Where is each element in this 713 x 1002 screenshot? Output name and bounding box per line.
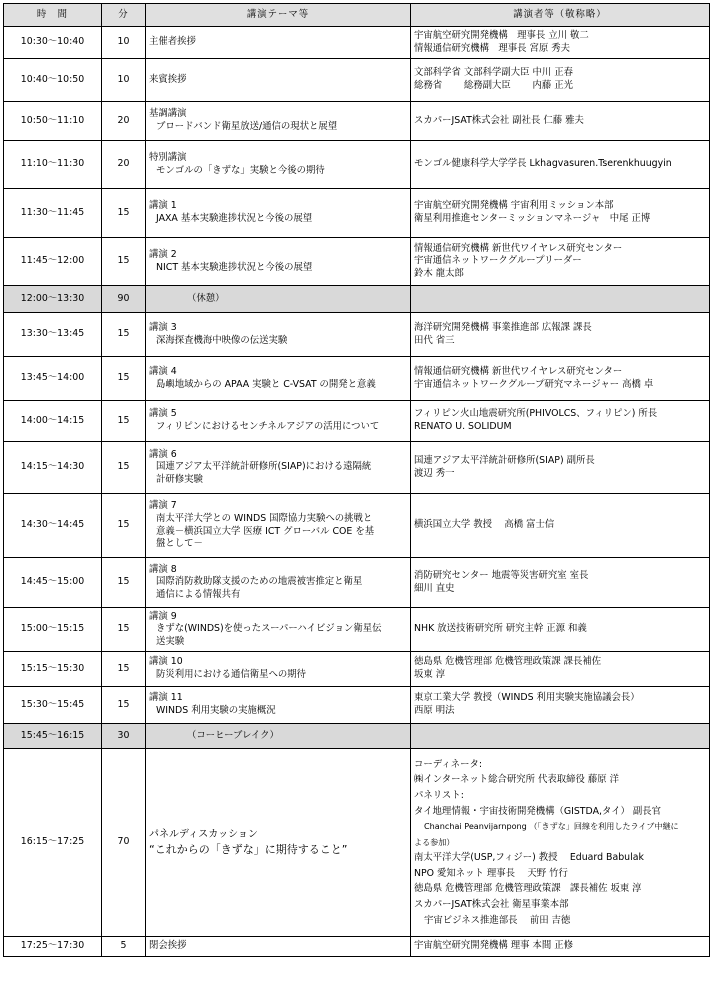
- table-row: [4, 442, 710, 494]
- speaker-line: コーディネータ:: [414, 758, 483, 770]
- speaker-line: 徳島県 危機管理部 危機管理政策課 課長補佐: [414, 656, 602, 668]
- time-cell: 14:30～14:45: [4, 494, 102, 558]
- time-cell: 14:15～14:30: [4, 442, 102, 494]
- minutes-cell: 15: [102, 189, 146, 238]
- speaker-line: 文部科学省 文部科学副大臣 中川 正春: [414, 67, 573, 79]
- speaker-line: 徳島県 危機管理部 危機管理政策課 課長補佐 坂東 淳: [414, 883, 642, 895]
- topic-title: ブロードバンド衛星放送/通信の現状と展望: [156, 121, 338, 132]
- speaker-line: 渡辺 秀一: [414, 467, 455, 479]
- minutes-cell: 90: [102, 286, 146, 313]
- table-row: [4, 27, 710, 59]
- minutes-cell: 30: [102, 724, 146, 749]
- time-cell: 10:30～10:40: [4, 27, 102, 59]
- speaker-line: RENATO U. SOLIDUM: [414, 421, 512, 432]
- speaker-line: スカパーJSAT株式会社 衛星事業本部: [414, 899, 569, 911]
- speaker-line: 南太平洋大学(USP,フィジー) 教授 Eduard Babulak: [414, 852, 644, 864]
- topic-cell: [146, 357, 411, 401]
- topic-label: 講演 9: [149, 610, 177, 622]
- topic-title: 計研修実験: [156, 473, 203, 485]
- break-row: [4, 724, 710, 749]
- minutes-cell: 15: [102, 313, 146, 357]
- speaker-line: 東京工業大学 教授（WINDS 利用実験実施協議会長）: [414, 692, 640, 704]
- topic-line: 閉会挨拶: [149, 940, 187, 952]
- table-row: [4, 494, 710, 558]
- break-row: [4, 286, 710, 313]
- header-time: 時 間: [4, 4, 102, 27]
- topic-cell: [146, 724, 411, 749]
- speaker-line: NPO 愛知ネット 理事長 天野 竹行: [414, 867, 568, 879]
- speaker-cell: [411, 27, 710, 59]
- topic-label: 講演 1: [149, 200, 177, 212]
- time-cell: 12:00～13:30: [4, 286, 102, 313]
- speaker-line: 情報通信研究機構 新世代ワイヤレス研究センター: [414, 365, 623, 377]
- minutes-cell: 20: [102, 102, 146, 141]
- topic-label: 講演 5: [149, 408, 177, 420]
- speaker-line: NHK 放送技術研究所 研究主幹 正源 和義: [414, 623, 587, 635]
- table-row: [4, 313, 710, 357]
- speaker-cell: [411, 608, 710, 652]
- speaker-cell: [411, 724, 710, 749]
- topic-title: NICT 基本実験進捗状況と今後の展望: [156, 261, 313, 273]
- speaker-line: 宇宙ビジネス推進部長 前田 吉徳: [424, 914, 571, 926]
- topic-title: 島嶼地域からの APAA 実験と C-VSAT の開発と意義: [156, 378, 376, 390]
- topic-title: モンゴルの「きずな」実験と今後の期待: [156, 164, 325, 176]
- speaker-line: 細川 直史: [414, 582, 455, 594]
- time-cell: 15:45～16:15: [4, 724, 102, 749]
- break-label: （休憩）: [187, 292, 225, 304]
- speaker-cell: [411, 141, 710, 189]
- table-row: [4, 357, 710, 401]
- topic-cell: [146, 313, 411, 357]
- speaker-line: 西原 明法: [414, 705, 455, 716]
- topic-cell: [146, 494, 411, 558]
- minutes-cell: 15: [102, 401, 146, 442]
- speaker-cell: [411, 313, 710, 357]
- minutes-cell: 15: [102, 442, 146, 494]
- speaker-line: 坂東 淳: [414, 669, 446, 680]
- topic-label: 講演 10: [149, 656, 183, 668]
- speaker-line: 総務省 総務副大臣 内藤 正光: [414, 80, 573, 91]
- table-row: [4, 141, 710, 189]
- speaker-cell: [411, 442, 710, 494]
- topic-cell: [146, 558, 411, 608]
- minutes-cell: 15: [102, 357, 146, 401]
- topic-title: 国際消防救助隊支援のための地震被害推定と衛星: [156, 576, 363, 588]
- panel-title: “これからの「きずな」に期待すること”: [149, 843, 348, 856]
- topic-cell: [146, 749, 411, 937]
- table-row: [4, 59, 710, 102]
- time-cell: 11:10～11:30: [4, 141, 102, 189]
- time-cell: 11:30～11:45: [4, 189, 102, 238]
- topic-title: 送実験: [156, 635, 185, 647]
- time-cell: 15:30～15:45: [4, 687, 102, 724]
- topic-cell: [146, 189, 411, 238]
- speaker-cell: [411, 102, 710, 141]
- table-row: [4, 749, 710, 937]
- speaker-line: 田代 省三: [414, 334, 455, 346]
- speaker-line: 宇宙航空研究開発機構 宇宙利用ミッション本部: [414, 200, 614, 212]
- speaker-line: スカパーJSAT株式会社 副社長 仁藤 雅夫: [414, 114, 584, 126]
- time-cell: 15:15～15:30: [4, 652, 102, 687]
- topic-title: 通信による情報共有: [156, 588, 241, 600]
- minutes-cell: 15: [102, 494, 146, 558]
- speaker-line: 宇宙通信ネットワークグループ研究マネージャー 高橋 卓: [414, 378, 654, 390]
- speaker-line: 宇宙通信ネットワークグループリーダー: [414, 255, 582, 267]
- table-row: [4, 558, 710, 608]
- speaker-cell: [411, 238, 710, 286]
- topic-cell: [146, 102, 411, 141]
- topic-cell: [146, 141, 411, 189]
- minutes-cell: 70: [102, 749, 146, 937]
- speaker-line: 宇宙航空研究開発機構 理事長 立川 敬二: [414, 29, 589, 41]
- topic-title: 意義－横浜国立大学 医療 ICT グローバル COE を基: [156, 525, 375, 537]
- topic-label: 講演 4: [149, 365, 177, 377]
- topic-label: 講演 3: [149, 321, 177, 333]
- topic-title: 南太平洋大学との WINDS 国際協力実験への挑戦と: [156, 512, 373, 524]
- speaker-line: 国連アジア太平洋統計研修所(SIAP) 副所長: [414, 454, 595, 466]
- time-cell: 10:50～11:10: [4, 102, 102, 141]
- topic-cell: [146, 59, 411, 102]
- speaker-line: よる参加）: [414, 836, 455, 847]
- topic-cell: [146, 687, 411, 724]
- speaker-cell: [411, 937, 710, 957]
- time-cell: 11:45～12:00: [4, 238, 102, 286]
- topic-title: 防災利用における通信衛星への期待: [156, 669, 307, 680]
- header-topic: 講演テーマ等: [146, 4, 411, 27]
- speaker-line: 海洋研究開発機構 事業推進部 広報課 課長: [414, 321, 592, 333]
- topic-cell: [146, 238, 411, 286]
- break-label: （コーヒーブレイク）: [187, 729, 279, 741]
- minutes-cell: 15: [102, 608, 146, 652]
- topic-cell: [146, 401, 411, 442]
- speaker-line: 情報通信研究機構 新世代ワイヤレス研究センター: [414, 242, 623, 254]
- speaker-cell: [411, 357, 710, 401]
- header-minutes: 分: [102, 4, 146, 27]
- topic-label: 特別講演: [149, 151, 187, 163]
- topic-cell: [146, 652, 411, 687]
- header-speaker: 講演者等（敬称略）: [411, 4, 710, 27]
- speaker-cell: [411, 687, 710, 724]
- minutes-cell: 15: [102, 687, 146, 724]
- header-row: [4, 4, 710, 27]
- topic-title: 盤として－: [156, 538, 203, 550]
- time-cell: 13:30～13:45: [4, 313, 102, 357]
- speaker-line: 鈴木 龍太郎: [414, 267, 464, 279]
- topic-label: 講演 8: [149, 563, 177, 575]
- table-row: [4, 687, 710, 724]
- topic-cell: [146, 937, 411, 957]
- topic-line: 来賓挨拶: [149, 73, 187, 85]
- time-cell: 14:00～14:15: [4, 401, 102, 442]
- speaker-line: ㈱インターネット総合研究所 代表取締役 藤原 洋: [414, 774, 619, 786]
- topic-line: 主催者挨拶: [149, 36, 196, 48]
- table-row: [4, 401, 710, 442]
- time-cell: 14:45～15:00: [4, 558, 102, 608]
- time-cell: 16:15～17:25: [4, 749, 102, 937]
- schedule-table: [3, 3, 710, 957]
- speaker-line: パネリスト:: [414, 789, 464, 801]
- topic-cell: [146, 27, 411, 59]
- topic-label: 講演 11: [149, 692, 183, 704]
- table-row: [4, 937, 710, 957]
- speaker-line: 消防研究センター 地震等災害研究室 室長: [414, 569, 589, 581]
- topic-title: フィリピンにおけるセンチネルアジアの活用について: [156, 421, 380, 432]
- time-cell: 15:00～15:15: [4, 608, 102, 652]
- topic-title: JAXA 基本実験進捗状況と今後の展望: [156, 213, 313, 224]
- speaker-line: 横浜国立大学 教授 高橋 富士信: [414, 519, 555, 531]
- minutes-cell: 15: [102, 558, 146, 608]
- speaker-cell: [411, 749, 710, 937]
- minutes-cell: 10: [102, 59, 146, 102]
- table-row: [4, 189, 710, 238]
- panel-label: パネルディスカッション: [149, 829, 258, 840]
- speaker-cell: [411, 494, 710, 558]
- table-row: [4, 652, 710, 687]
- speaker-cell: [411, 401, 710, 442]
- speaker-cell: [411, 558, 710, 608]
- speaker-cell: [411, 59, 710, 102]
- speaker-cell: [411, 652, 710, 687]
- speaker-line: タイ地理情報・宇宙技術開発機構（GISTDA,タイ） 副長官: [414, 805, 662, 817]
- topic-cell: [146, 286, 411, 313]
- minutes-cell: 15: [102, 652, 146, 687]
- time-cell: 17:25～17:30: [4, 937, 102, 957]
- time-cell: 10:40～10:50: [4, 59, 102, 102]
- speaker-cell: [411, 189, 710, 238]
- topic-title: 国連アジア太平洋統計研修所(SIAP)における遠隔統: [156, 461, 372, 473]
- speaker-cell: [411, 286, 710, 313]
- table-row: [4, 608, 710, 652]
- topic-label: 講演 6: [149, 448, 177, 460]
- topic-title: きずな(WINDS)を使ったスーパーハイビジョン衛星伝: [156, 623, 382, 635]
- minutes-cell: 20: [102, 141, 146, 189]
- table-row: [4, 102, 710, 141]
- topic-label: 基調講演: [149, 108, 187, 120]
- topic-title: WINDS 利用実験の実施概況: [156, 705, 276, 716]
- speaker-line: モンゴル健康科学大学学長 Lkhagvasuren.Tserenkhuugyin: [414, 158, 672, 170]
- speaker-line: 宇宙航空研究開発機構 理事 本間 正修: [414, 940, 573, 952]
- speaker-line: フィリピン火山地震研究所(PHIVOLCS、フィリピン) 所長: [414, 408, 658, 420]
- table-row: [4, 238, 710, 286]
- topic-label: 講演 7: [149, 500, 177, 512]
- topic-title: 深海探査機海中映像の伝送実験: [156, 334, 288, 346]
- minutes-cell: 5: [102, 937, 146, 957]
- topic-cell: [146, 608, 411, 652]
- speaker-line: 衛星利用推進センターミッションマネージャ 中尾 正博: [414, 213, 651, 224]
- time-cell: 13:45～14:00: [4, 357, 102, 401]
- speaker-line: Chanchai Peanvijarnpong （「きずな」回線を利用したライブ中継に: [424, 821, 679, 832]
- topic-cell: [146, 442, 411, 494]
- speaker-line: 情報通信研究機構 理事長 宮原 秀夫: [414, 42, 570, 54]
- minutes-cell: 10: [102, 27, 146, 59]
- minutes-cell: 15: [102, 238, 146, 286]
- topic-label: 講演 2: [149, 248, 177, 260]
